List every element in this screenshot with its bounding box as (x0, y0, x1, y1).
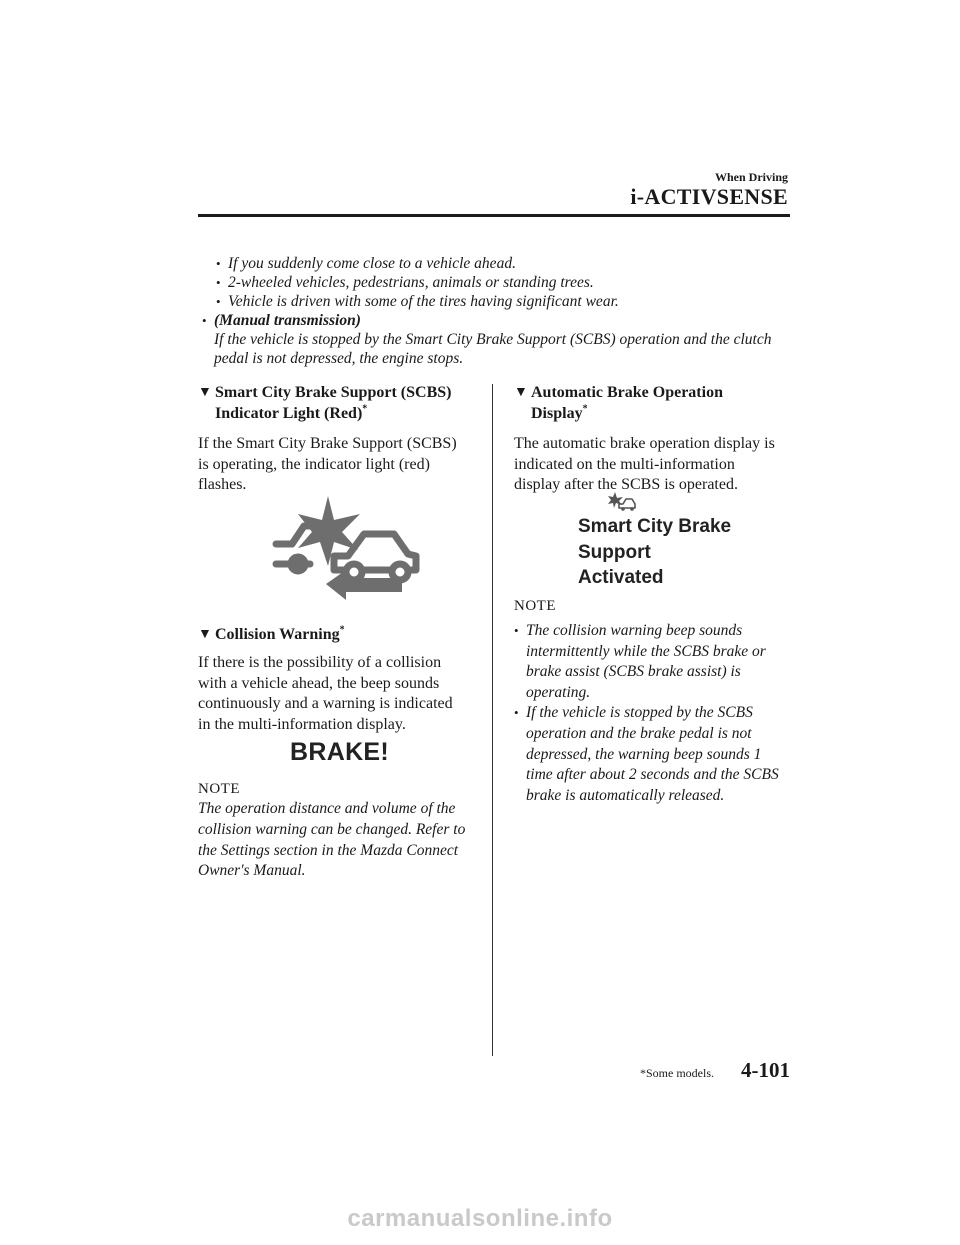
note-item: • If the vehicle is stopped by the SCBS operation and the brake pedal is not depressed, the warning beep sounds 1 time after about 2 seconds and the SCBS brake is automatically released. (514, 704, 779, 804)
triangle-marker-icon: ▼ (198, 627, 212, 642)
bullet-dot-icon: • (514, 705, 519, 721)
triangle-marker-icon: ▼ (198, 385, 212, 400)
watermark: carmanualsonline.info (347, 1205, 613, 1232)
page-number: 4-101 (741, 1058, 790, 1082)
scbs-indicator-light-icon (270, 492, 422, 600)
manual-transmission-text: If the vehicle is stopped by the Smart City Brake Support (SCBS) operation and the clutch pedal is not depressed, the engine stops. (214, 331, 772, 367)
continued-bullet-list (202, 254, 800, 368)
collision-warning-body: If there is the possibility of a collision with a vehicle ahead, the beep sounds continuously and a warning is indicated in the multi-information display. (198, 654, 453, 733)
asterisk-mark: * (339, 624, 345, 636)
manual-transmission-heading: (Manual transmission) (214, 312, 361, 329)
collision-warning-heading: ▼ Collision Warning* (198, 624, 345, 643)
column-divider (492, 384, 493, 1056)
bullet-dot-icon: • (216, 275, 221, 290)
list-item-text: If you suddenly come close to a vehicle ahead. (228, 255, 516, 272)
note-label: NOTE (198, 781, 240, 798)
indicator-section (198, 382, 468, 496)
header-rule (198, 214, 790, 217)
list-item (210, 273, 800, 292)
note-text: The operation distance and volume of the collision warning can be changed. Refer to the Settings section in the Mazda Connect Owner's Manual. (198, 800, 466, 880)
footnote: *Some models. (640, 1066, 714, 1080)
bullet-dot-icon: • (202, 313, 207, 328)
auto-brake-note (514, 598, 784, 806)
asterisk-mark: * (362, 403, 368, 415)
list-item (210, 254, 800, 273)
auto-brake-body: The automatic brake operation display is indicated on the multi-information display after the SCBS is operated. (514, 435, 775, 494)
display-line: Smart City Brake (578, 516, 732, 537)
list-item (210, 292, 800, 311)
note-list (514, 621, 784, 806)
section-title: i-ACTIVSENSE (630, 184, 788, 209)
list-item-text: Vehicle is driven with some of the tires having significant wear. (228, 293, 619, 310)
indicator-heading: ▼ Smart City Brake Support (SCBS) Indicator Light (Red)* (198, 384, 452, 422)
bullet-dot-icon: • (216, 294, 221, 309)
asterisk-mark: * (582, 403, 588, 415)
chapter-label: When Driving (714, 170, 788, 184)
bullet-dot-icon: • (216, 256, 221, 271)
display-line: Activated (578, 567, 664, 588)
auto-brake-heading: ▼ Automatic Brake Operation Display* (514, 384, 723, 422)
list-item-text: 2-wheeled vehicles, pedestrians, animals or standing trees. (228, 274, 594, 291)
scbs-small-icon (606, 492, 636, 512)
note-item: • The collision warning beep sounds intermittently while the SCBS brake or brake assist (SCBS brake assist) is operating. (514, 622, 766, 701)
collision-warning-section (198, 624, 468, 882)
list-item (202, 311, 800, 368)
display-line: Support (578, 541, 651, 563)
auto-brake-section (514, 382, 784, 496)
triangle-marker-icon: ▼ (514, 385, 528, 400)
indicator-body: If the Smart City Brake Support (SCBS) is operating, the indicator light (red) flashes. (198, 435, 457, 494)
brake-display-text: BRAKE! (290, 738, 390, 767)
scbs-activated-display (578, 514, 778, 591)
bullet-dot-icon: • (514, 623, 519, 638)
note-label: NOTE (514, 598, 556, 614)
